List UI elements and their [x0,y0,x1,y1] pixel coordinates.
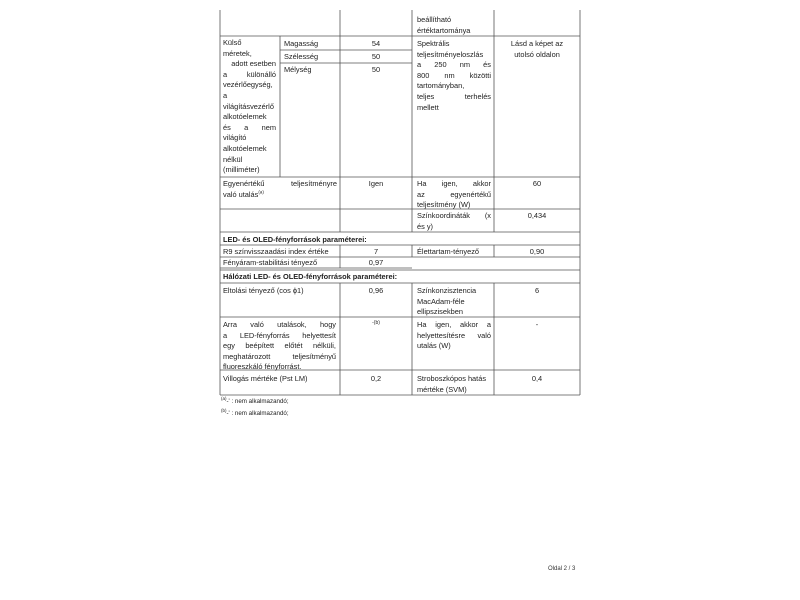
footnote-ref-a: (a) [258,189,264,195]
chromaticity-label: Színkoordináták (x és y) [417,211,491,231]
chromaticity-value: 0,434 [527,211,547,220]
height-value: 54 [371,39,381,48]
replacement-claim-value: -(b) [372,320,380,326]
equivalent-power-if-yes-label: Ha igen, akkor az egyenértékű teljesítmény (W) [417,179,491,210]
stroboscopic-value: 0,4 [531,374,543,383]
footnote-a-mark: (a) [221,395,227,401]
replacement-if-yes-label: Ha igen, akkor a helyettesítésre való utalás (W) [417,320,491,351]
spectral-distribution-label: Spektrális teljesítményeloszlás a 250 nm és 800 nm közötti tartományban, teljes terhelés mellett [417,39,491,112]
external-dimensions-label: Külső méretek, adott esetben a különálló vezérlőegység, a világításvezérlő alkotóelemek és a nem világító alkotóelemek nélkül (milliméter) [223,38,276,175]
displacement-factor-value: 0,96 [368,286,384,295]
footnote-a: $^{(a)}$-' : nem alkalmazandó; [221,395,289,405]
replacement-claim-label: Arra való utalások, hogy a LED-fényforrás helyettesít egy beépített előtét nélküli, meghatározott teljesítményű fluoreszkáló fényforrást. [223,320,336,372]
width-value: 50 [371,52,381,61]
height-label: Magasság [284,39,319,48]
flux-stability-label: Fényáram-stabilitási tényező [223,258,318,267]
page-number: Oldal 2 / 3 [548,566,576,572]
displacement-factor-label: Eltolási tényező (cos ϕ1) [223,286,304,295]
lifetime-factor-label: Élettartam-tényező [417,247,480,256]
flux-stability-value: 0,97 [368,258,384,267]
spectral-distribution-value: Lásd a képet az utolsó oldalon [510,39,564,59]
lifetime-factor-value: 0,90 [529,247,545,256]
r9-value: 7 [373,247,379,256]
equivalent-power-watts: 60 [532,179,542,188]
network-section-heading: Hálózati LED- és OLED-fényforrások paraméterei: [223,272,398,281]
value-range-text: beállítható értéktartománya [417,15,471,35]
led-section-heading: LED- és OLED-fényforrások paraméterei: [223,235,367,244]
replacement-if-yes-value: - [535,320,539,329]
equivalent-power-value: Igen [368,179,384,188]
stroboscopic-label: Stroboszkópos hatás mértéke (SVM) [417,374,487,394]
colour-consistency-value: 6 [534,286,540,295]
colour-consistency-label: Színkonzisztencia MacAdam-féle ellipszisekben [417,286,477,317]
footnote-b-mark: (b) [221,407,227,413]
footnote-b: $^{(b)}$-' : nem alkalmazandó; [221,407,289,417]
flicker-label: Villogás mértéke (Pst LM) [223,374,308,383]
depth-label: Mélység [284,65,312,74]
depth-value: 50 [371,65,381,74]
r9-label: R9 színvisszaadási index értéke [223,247,329,256]
width-label: Szélesség [284,52,319,61]
flicker-value: 0,2 [370,374,382,383]
equivalent-power-label: Egyenértékű teljesítményre való utalás$^{(a)}$ [223,179,337,199]
